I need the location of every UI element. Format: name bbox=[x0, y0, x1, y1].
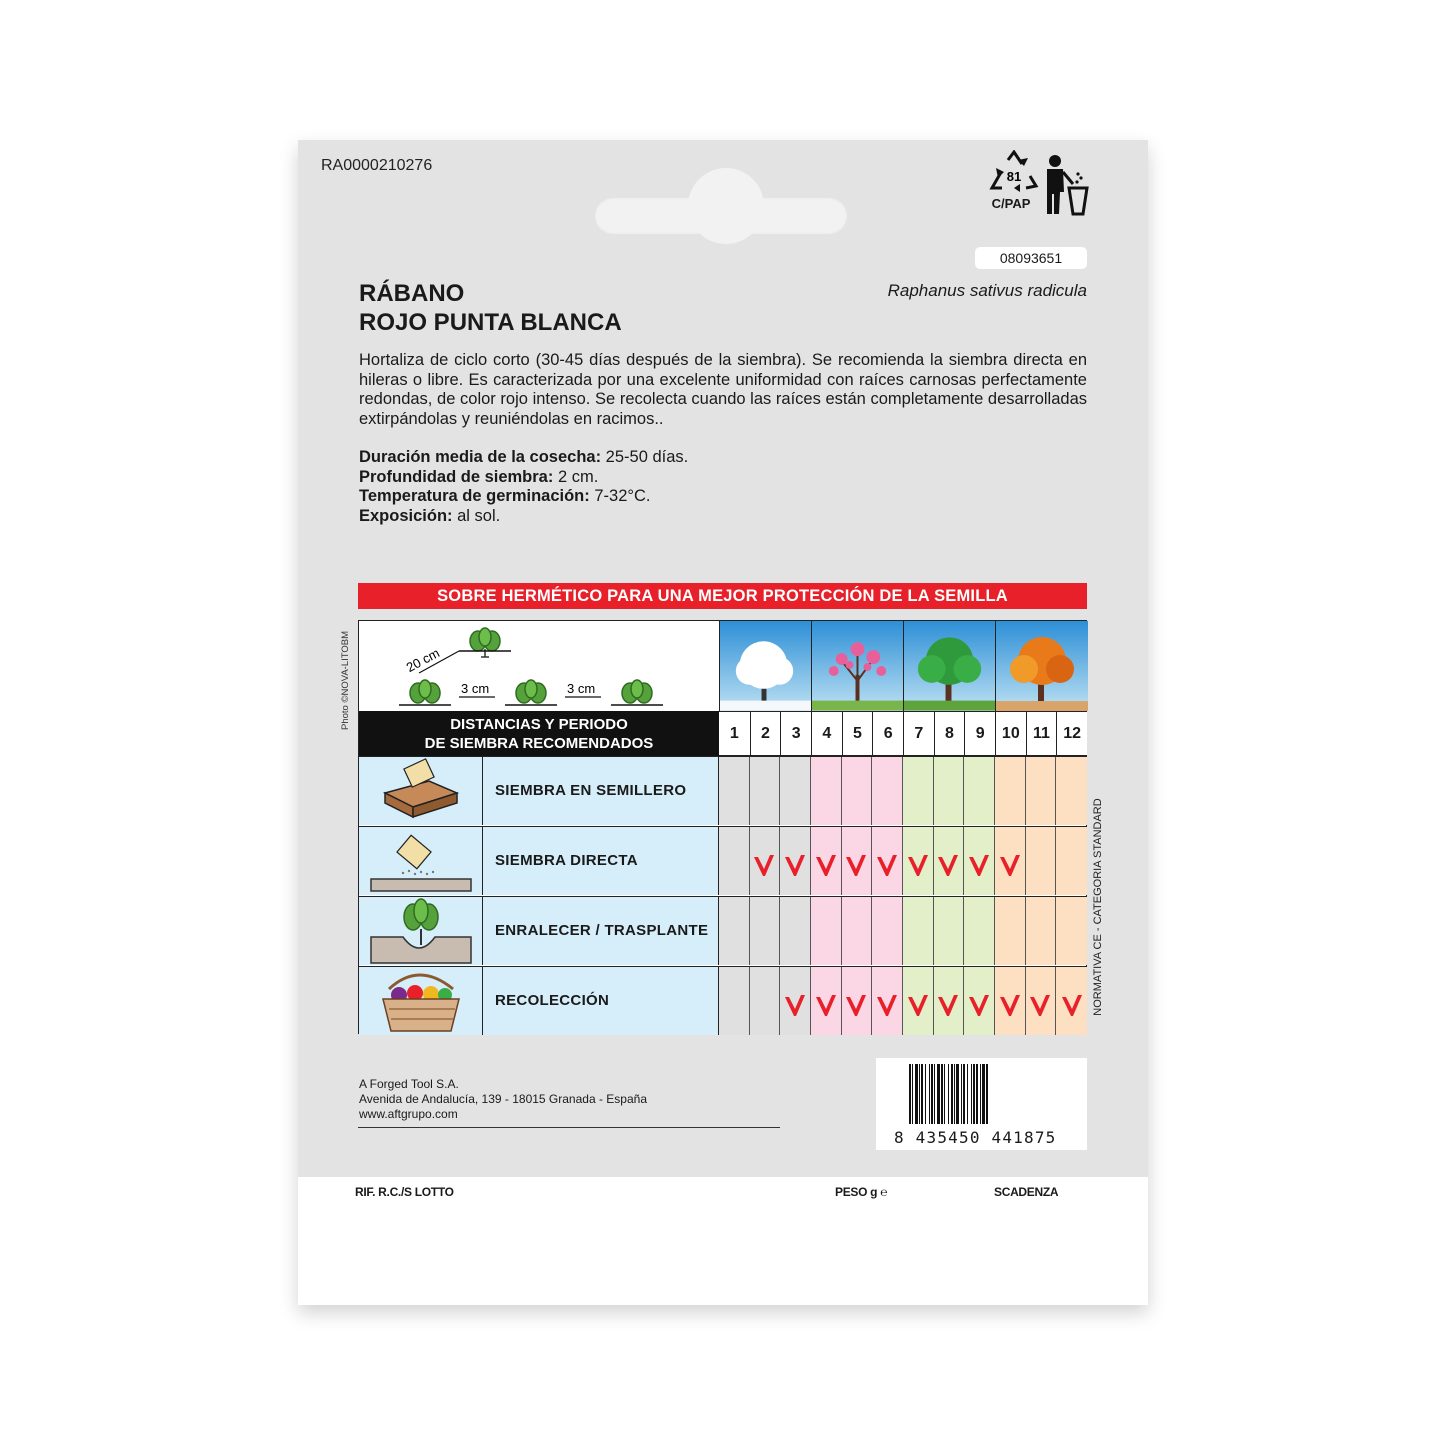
month-cell-6 bbox=[872, 897, 903, 965]
hermetic-banner: SOBRE HERMÉTICO PARA UNA MEJOR PROTECCIÓN DE LA SEMILLA bbox=[358, 583, 1087, 609]
month-cell-7 bbox=[903, 827, 934, 895]
seed-tray-icon bbox=[359, 757, 483, 825]
product-code: RA0000210276 bbox=[321, 157, 433, 174]
barcode bbox=[876, 1058, 1087, 1150]
check-mark-icon bbox=[876, 853, 898, 877]
footer-lot: RIF. R.C./S LOTTO bbox=[355, 1185, 454, 1199]
divider bbox=[358, 1127, 780, 1128]
sowing-calendar bbox=[358, 620, 1087, 1034]
description: Hortaliza de ciclo corto (30-45 días después de la siembra). Se recomienda la siembra directa en hileras o libre. Es caracterizada por una excelente uniformidad con raíces carnosas perfectamente redondas, de color rojo intenso. Se recolecta cuando las raíces están completamente desarrolladas extirpándolas y reuniéndolas en racimos.. bbox=[359, 351, 1087, 428]
month-cell-3 bbox=[780, 827, 811, 895]
month-cells bbox=[719, 897, 1087, 965]
svg-text:81: 81 bbox=[1006, 169, 1022, 184]
check-mark-icon bbox=[907, 853, 929, 877]
month-cell-7 bbox=[903, 757, 934, 825]
month-8: 8 bbox=[934, 712, 965, 755]
month-cell-7 bbox=[903, 897, 934, 965]
month-cell-5 bbox=[842, 897, 873, 965]
month-11: 11 bbox=[1026, 712, 1057, 755]
summer-tree-icon bbox=[904, 621, 996, 711]
month-cell-9 bbox=[964, 897, 995, 965]
winter-tree-icon bbox=[720, 621, 812, 711]
task-label: SIEMBRA EN SEMILLERO bbox=[483, 757, 719, 825]
month-cell-10 bbox=[995, 967, 1026, 1035]
product-title: RÁBANO ROJO PUNTA BLANCA bbox=[359, 280, 622, 336]
month-cells bbox=[719, 967, 1087, 1035]
month-cell-3 bbox=[780, 757, 811, 825]
month-5: 5 bbox=[842, 712, 873, 755]
plant-icon bbox=[459, 628, 511, 657]
month-7: 7 bbox=[903, 712, 934, 755]
check-mark-icon bbox=[784, 853, 806, 877]
month-cell-2 bbox=[750, 757, 781, 825]
month-cell-4 bbox=[811, 897, 842, 965]
month-cell-2 bbox=[750, 827, 781, 895]
fact-temperature: Temperatura de germinación: 7-32°C. bbox=[359, 487, 651, 505]
month-cell-12 bbox=[1056, 897, 1087, 965]
recycle-material: C/PAP bbox=[991, 196, 1031, 211]
plant-spacing-label-a: 3 cm bbox=[461, 681, 490, 696]
month-cell-5 bbox=[842, 967, 873, 1035]
month-header-row bbox=[719, 711, 1087, 756]
month-1: 1 bbox=[719, 712, 750, 755]
month-cell-12 bbox=[1056, 757, 1087, 825]
month-cell-2 bbox=[750, 897, 781, 965]
month-3: 3 bbox=[780, 712, 811, 755]
month-cell-11 bbox=[1026, 757, 1057, 825]
month-cell-1 bbox=[719, 827, 750, 895]
footer-expiry: SCADENZA bbox=[994, 1185, 1059, 1199]
check-mark-icon bbox=[876, 993, 898, 1017]
packet-footer bbox=[298, 1177, 1148, 1305]
check-mark-icon bbox=[907, 993, 929, 1017]
month-cell-4 bbox=[811, 757, 842, 825]
fact-depth: Profundidad de siembra: 2 cm. bbox=[359, 467, 599, 486]
month-6: 6 bbox=[872, 712, 903, 755]
check-mark-icon bbox=[968, 853, 990, 877]
check-mark-icon bbox=[815, 993, 837, 1017]
company-info: A Forged Tool S.A. Avenida de Andalucía, 139 - 18015 Granada - España www.aftgrupo.com bbox=[359, 1077, 647, 1121]
check-mark-icon bbox=[753, 853, 775, 877]
month-9: 9 bbox=[964, 712, 995, 755]
month-cell-5 bbox=[842, 827, 873, 895]
check-mark-icon bbox=[937, 993, 959, 1017]
month-cells bbox=[719, 757, 1087, 825]
harvest-basket-icon bbox=[359, 967, 483, 1035]
recycle-icon bbox=[986, 150, 1042, 214]
autumn-tree-icon bbox=[996, 621, 1088, 711]
month-4: 4 bbox=[811, 712, 842, 755]
distances-header: DISTANCIAS Y PERIODO DE SIEMBRA RECOMENDADOS bbox=[359, 711, 719, 756]
month-cell-6 bbox=[872, 827, 903, 895]
lot-number: 08093651 bbox=[975, 247, 1087, 269]
month-cell-4 bbox=[811, 967, 842, 1035]
check-mark-icon bbox=[815, 853, 837, 877]
footer-weight: PESO g ℮ bbox=[835, 1185, 888, 1199]
month-cell-3 bbox=[780, 897, 811, 965]
task-label: RECOLECCIÓN bbox=[483, 967, 719, 1035]
hang-hole bbox=[688, 168, 764, 244]
fact-harvest: Duración media de la cosecha: 25-50 días. bbox=[359, 448, 689, 466]
season-strip bbox=[719, 621, 1087, 711]
month-cell-11 bbox=[1026, 967, 1057, 1035]
transplant-icon bbox=[359, 897, 483, 965]
seed-packet bbox=[298, 140, 1148, 1305]
month-cell-8 bbox=[934, 757, 965, 825]
latin-name: Raphanus sativus radicula bbox=[887, 281, 1087, 300]
month-cell-1 bbox=[719, 897, 750, 965]
task-row bbox=[359, 826, 1086, 896]
month-cell-4 bbox=[811, 827, 842, 895]
month-cell-8 bbox=[934, 967, 965, 1035]
check-mark-icon bbox=[999, 993, 1021, 1017]
month-cell-9 bbox=[964, 757, 995, 825]
month-10: 10 bbox=[995, 712, 1026, 755]
spacing-diagram bbox=[359, 621, 719, 711]
plant-spacing-label-b: 3 cm bbox=[567, 681, 596, 696]
month-cell-8 bbox=[934, 827, 965, 895]
check-mark-icon bbox=[845, 853, 867, 877]
tidyman-bin-icon bbox=[1043, 154, 1091, 216]
check-mark-icon bbox=[1061, 993, 1083, 1017]
month-cell-1 bbox=[719, 967, 750, 1035]
check-mark-icon bbox=[845, 993, 867, 1017]
task-row bbox=[359, 756, 1086, 826]
month-cell-12 bbox=[1056, 967, 1087, 1035]
month-cells bbox=[719, 827, 1087, 895]
row-spacing-label: 20 cm bbox=[403, 645, 443, 676]
month-cell-1 bbox=[719, 757, 750, 825]
task-label: ENRALECER / TRASPLANTE bbox=[483, 897, 719, 965]
month-cell-9 bbox=[964, 827, 995, 895]
month-cell-9 bbox=[964, 967, 995, 1035]
task-row bbox=[359, 966, 1086, 1036]
month-cell-10 bbox=[995, 827, 1026, 895]
month-cell-2 bbox=[750, 967, 781, 1035]
month-cell-7 bbox=[903, 967, 934, 1035]
spring-tree-icon bbox=[812, 621, 904, 711]
check-mark-icon bbox=[1029, 993, 1051, 1017]
check-mark-icon bbox=[999, 853, 1021, 877]
month-cell-11 bbox=[1026, 897, 1057, 965]
direct-sowing-icon bbox=[359, 827, 483, 895]
month-cell-6 bbox=[872, 967, 903, 1035]
month-cell-8 bbox=[934, 897, 965, 965]
check-mark-icon bbox=[937, 853, 959, 877]
fact-exposure: Exposición: al sol. bbox=[359, 506, 501, 525]
task-row bbox=[359, 896, 1086, 966]
barcode-number: 8 435450 441875 bbox=[894, 1128, 1057, 1147]
task-label: SIEMBRA DIRECTA bbox=[483, 827, 719, 895]
month-cell-12 bbox=[1056, 827, 1087, 895]
photo-credit: Photo ©NOVA-LITOBM bbox=[340, 630, 351, 730]
month-cell-10 bbox=[995, 757, 1026, 825]
norm-credit: NORMATIVA CE - CATEGORIA STANDARD bbox=[1092, 798, 1104, 1016]
growing-facts bbox=[359, 448, 688, 526]
month-cell-3 bbox=[780, 967, 811, 1035]
check-mark-icon bbox=[968, 993, 990, 1017]
month-cell-11 bbox=[1026, 827, 1057, 895]
month-cell-5 bbox=[842, 757, 873, 825]
month-12: 12 bbox=[1056, 712, 1087, 755]
month-cell-6 bbox=[872, 757, 903, 825]
month-2: 2 bbox=[750, 712, 781, 755]
month-cell-10 bbox=[995, 897, 1026, 965]
check-mark-icon bbox=[784, 993, 806, 1017]
